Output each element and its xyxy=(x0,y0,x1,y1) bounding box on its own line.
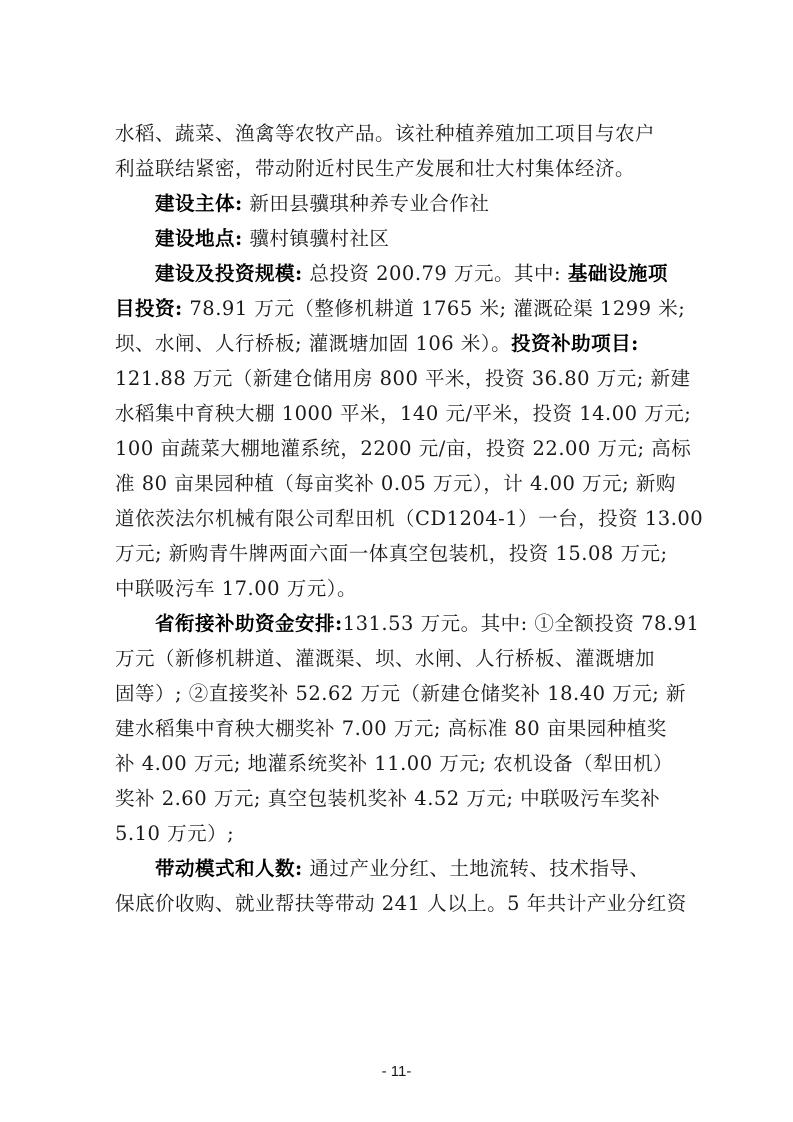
text-line xyxy=(115,151,701,186)
text-segment: 总投资 200.79 万元。其中: xyxy=(302,262,568,285)
text-line xyxy=(115,886,701,921)
text-line xyxy=(115,641,701,676)
text-line xyxy=(115,221,701,256)
text-segment: 5.10 万元）; xyxy=(115,822,235,845)
bold-label: 投资补助项目: xyxy=(511,332,639,355)
page-number: - 11- xyxy=(381,1063,412,1080)
text-segment: 万元（新修机耕道、灌溉渠、坝、水闸、人行桥板、灌溉塘加 xyxy=(115,647,656,670)
bold-label: 省衔接补助资金安排: xyxy=(155,612,343,635)
text-segment: 中联吸污车 17.00 万元）。 xyxy=(115,577,357,600)
text-segment: 131.53 万元。其中: ①全额投资 78.91 xyxy=(342,612,700,635)
text-segment: 新田县骥琪种养专业合作社 xyxy=(242,192,490,215)
text-segment: 准 80 亩果园种植（每亩奖补 0.05 万元），计 4.00 万元; 新购 xyxy=(115,472,676,495)
bold-label: 目投资: xyxy=(115,297,183,320)
text-segment: 100 亩蔬菜大棚地灌系统，2200 元/亩，投资 22.00 万元; 高标 xyxy=(115,437,692,460)
text-line xyxy=(115,256,701,291)
text-segment: 78.91 万元（整修机耕道 1765 米; 灌溉砼渠 1299 米; xyxy=(182,297,686,320)
text-segment: 万元; 新购青牛牌两面六面一体真空包装机，投资 15.08 万元; xyxy=(115,542,668,565)
text-line xyxy=(115,396,701,431)
text-line xyxy=(115,816,701,851)
text-segment: 水稻集中育秧大棚 1000 平米，140 元/平米，投资 14.00 万元; xyxy=(115,402,692,425)
text-line xyxy=(115,326,701,361)
bold-label: 建设主体: xyxy=(155,192,243,215)
text-line xyxy=(115,361,701,396)
text-segment: 保底价收购、就业帮扶等带动 241 人以上。5 年共计产业分红资 xyxy=(115,892,687,915)
text-segment: 道依茨法尔机械有限公司犁田机（CD1204-1）一台，投资 13.00 xyxy=(115,507,704,530)
text-line xyxy=(115,116,701,151)
text-segment: 121.88 万元（新建仓储用房 800 平米，投资 36.80 万元; 新建 xyxy=(115,367,691,390)
text-line xyxy=(115,186,701,221)
text-line xyxy=(115,781,701,816)
text-line xyxy=(115,501,704,536)
text-segment: 骥村镇骥村社区 xyxy=(242,227,390,250)
text-line xyxy=(115,746,701,781)
text-line xyxy=(115,676,701,711)
text-line xyxy=(115,711,701,746)
text-line xyxy=(115,571,701,606)
text-line xyxy=(115,606,701,641)
text-segment: 建水稻集中育秧大棚奖补 7.00 万元; 高标准 80 亩果园种植奖 xyxy=(115,717,667,740)
bold-label: 带动模式和人数: xyxy=(155,857,303,880)
text-segment: 奖补 2.60 万元; 真空包装机奖补 4.52 万元; 中联吸污车奖补 xyxy=(115,787,661,810)
text-segment: 通过产业分红、土地流转、技术指导、 xyxy=(302,857,650,880)
body-text xyxy=(115,116,704,921)
text-segment: 坝、水闸、人行桥板; 灌溉塘加固 106 米）。 xyxy=(115,332,512,355)
text-segment: 固等）; ②直接奖补 52.62 万元（新建仓储奖补 18.40 万元; 新 xyxy=(115,682,686,705)
text-segment: 利益联结紧密，带动附近村民生产发展和壮大村集体经济。 xyxy=(115,157,636,180)
text-line xyxy=(115,536,701,571)
bold-label: 建设及投资规模: xyxy=(155,262,303,285)
bold-label: 基础设施项 xyxy=(567,262,668,285)
text-line xyxy=(115,851,701,886)
text-line xyxy=(115,291,701,326)
text-line xyxy=(115,431,701,466)
text-line xyxy=(115,466,701,501)
bold-label: 建设地点: xyxy=(155,227,243,250)
text-segment: 水稻、蔬菜、渔禽等农牧产品。该社种植养殖加工项目与农户 xyxy=(115,122,656,145)
text-segment: 补 4.00 万元; 地灌系统奖补 11.00 万元; 农机设备（犁田机） xyxy=(115,752,674,775)
